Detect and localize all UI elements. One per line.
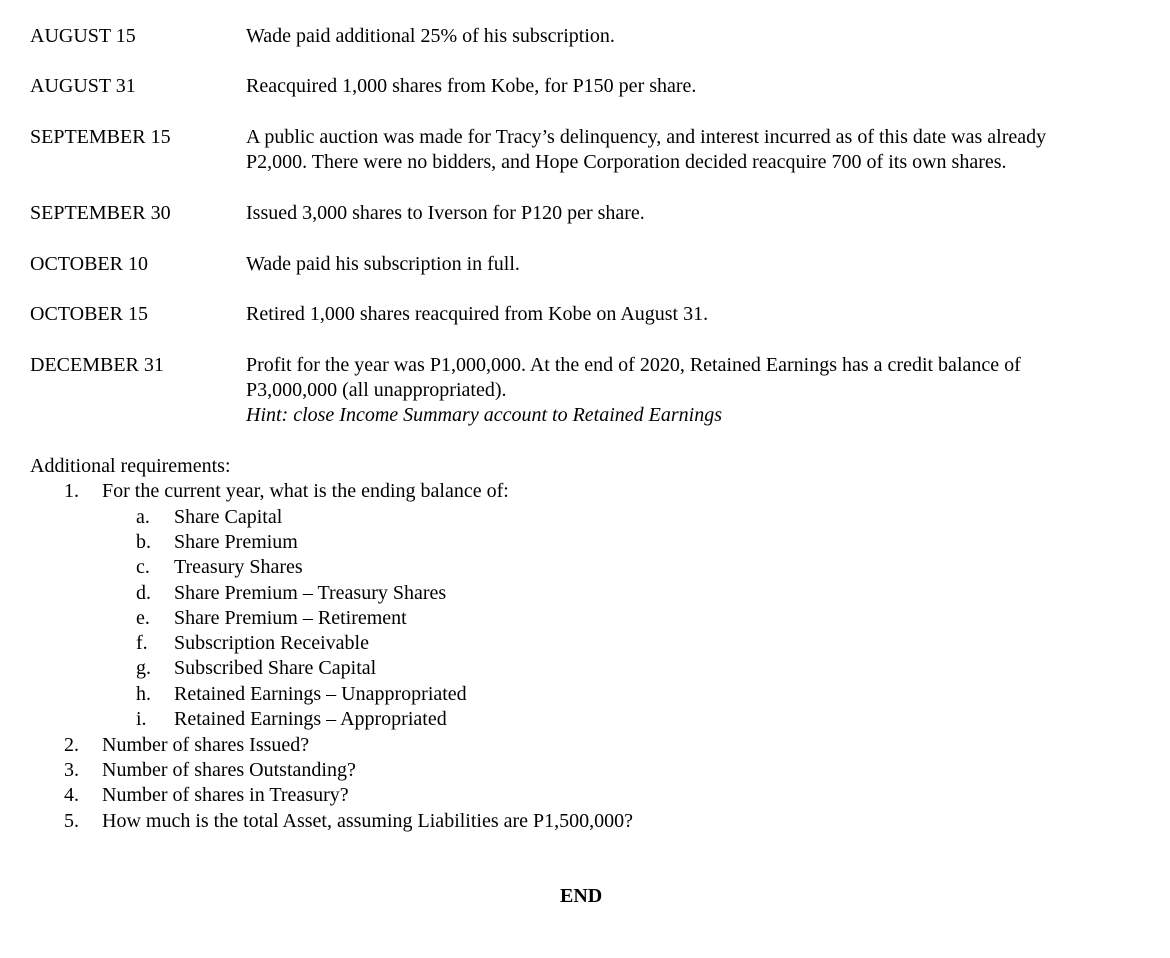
end-label: END — [560, 885, 603, 907]
requirement-subitem-text: Share Capital — [174, 506, 283, 528]
entry-text-line: P2,000. There were no bidders, and Hope Corporation decided reacquire 700 of its own shares. — [246, 151, 1007, 173]
requirement-subitem-text: Share Premium – Treasury Shares — [174, 582, 447, 604]
entry-description — [246, 125, 1146, 175]
entry-text-line: Reacquired 1,000 shares from Kobe, for P150 per share. — [246, 75, 697, 97]
list-marker: e. — [136, 607, 150, 629]
entry-text-line: P3,000,000 (all unappropriated). — [246, 379, 507, 401]
entry-description — [246, 302, 1146, 327]
list-marker: 1. — [64, 480, 79, 502]
requirement-text: How much is the total Asset, assuming Liabilities are P1,500,000? — [102, 810, 634, 832]
list-marker: g. — [136, 657, 151, 679]
requirement-text: Number of shares Issued? — [102, 734, 310, 756]
list-marker: 3. — [64, 759, 79, 781]
list-marker: h. — [136, 683, 151, 705]
entry-description — [246, 74, 1146, 99]
list-marker: 5. — [64, 810, 79, 832]
list-marker: 2. — [64, 734, 79, 756]
entry-hint: Hint: close Income Summary account to Retained Earnings — [246, 404, 723, 426]
requirement-subitem-text: Subscribed Share Capital — [174, 657, 377, 679]
entry-date: DECEMBER 31 — [30, 354, 164, 376]
list-marker: i. — [136, 708, 147, 730]
list-marker: a. — [136, 506, 150, 528]
entry-date: AUGUST 31 — [30, 75, 136, 97]
entry-text-line: Profit for the year was P1,000,000. At the end of 2020, Retained Earnings has a credit balance of — [246, 354, 1021, 376]
entry-description — [246, 24, 1146, 49]
entry-description — [246, 353, 1146, 428]
entry-text-line: A public auction was made for Tracy’s delinquency, and interest incurred as of this date was already — [246, 126, 1047, 148]
entry-text-line: Wade paid additional 25% of his subscription. — [246, 25, 615, 47]
requirement-subitem-text: Subscription Receivable — [174, 632, 369, 654]
entry-description — [246, 201, 1146, 226]
entry-date: OCTOBER 10 — [30, 253, 148, 275]
requirements-title: Additional requirements: — [30, 455, 231, 477]
list-marker: 4. — [64, 784, 79, 806]
entry-date: OCTOBER 15 — [30, 303, 148, 325]
entry-description — [246, 252, 1146, 277]
requirement-subitem-text: Retained Earnings – Appropriated — [174, 708, 447, 730]
requirement-subitem-text: Retained Earnings – Unappropriated — [174, 683, 467, 705]
entry-date: AUGUST 15 — [30, 25, 136, 47]
requirement-subitem-text: Share Premium — [174, 531, 298, 553]
list-marker: c. — [136, 556, 150, 578]
requirement-text: Number of shares Outstanding? — [102, 759, 356, 781]
entry-date: SEPTEMBER 30 — [30, 202, 171, 224]
requirement-text: Number of shares in Treasury? — [102, 784, 349, 806]
list-marker: b. — [136, 531, 151, 553]
requirement-text: For the current year, what is the ending balance of: — [102, 480, 509, 502]
entry-text-line: Retired 1,000 shares reacquired from Kobe on August 31. — [246, 303, 709, 325]
list-marker: f. — [136, 632, 148, 654]
entry-text-line: Issued 3,000 shares to Iverson for P120 per share. — [246, 202, 645, 224]
entry-date: SEPTEMBER 15 — [30, 126, 171, 148]
entry-text-line: Wade paid his subscription in full. — [246, 253, 520, 275]
requirement-subitem-text: Treasury Shares — [174, 556, 303, 578]
list-marker: d. — [136, 582, 151, 604]
requirement-subitem-text: Share Premium – Retirement — [174, 607, 407, 629]
